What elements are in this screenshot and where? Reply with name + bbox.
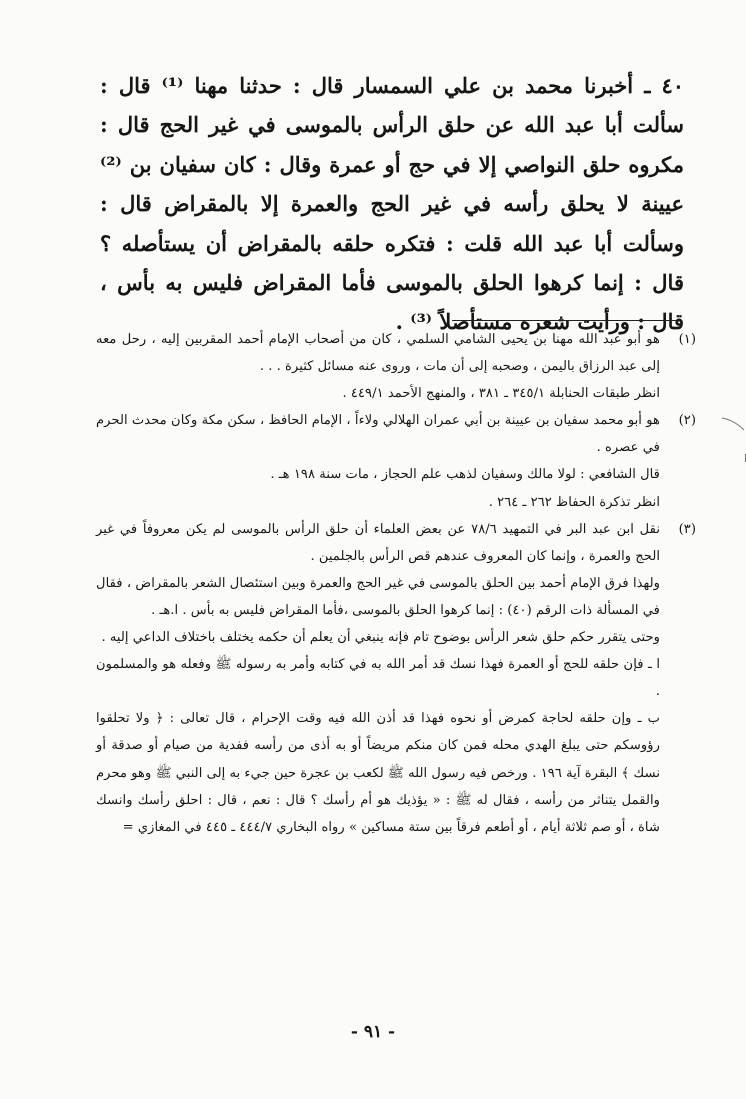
footnote-paragraph: ب ـ وإن حلقه لحاجة كمرض أو نحوه فهذا قد أذن الله فيه وقت الإحرام ، قال تعالى : ﴿ ولا تحلقوا رؤوسكم حتى يبلغ الهدي محله فمن كان منكم مريضاً أو به أذى من رأسه ففدية من صيام أو صدقة أو نسك ﴾ البقرة آية ١٩٦ . ورخص فيه رسول الله ﷺ لكعب بن عجرة حين جيء به إلى النبي ﷺ وهو محرم والقمل يتناثر من رأسه ، فقال له ﷺ : « يؤذيك هو أم رأسك ؟ قال : نعم ، قال : احلق رأسك وانسك شاة ، أو صم ثلاثة أيام ، أو أطعم فرقاً بين ستة مساكين » رواه البخاري ٤٤٤/٧ ـ ٤٤٥ في المغازي =	[96, 711, 661, 835]
footnote-body	[96, 326, 660, 407]
footnote-number: (٢)	[678, 413, 696, 429]
main-paragraph: ٤٠ ـ أخبرنا محمد بن علي السمسار قال : حدثنا مهنا ⁽¹⁾ قال : سألت أبا عبد الله عن حلق الرأس بالموسى في غير الحج قال : مكروه حلق النواصي إلا في حج أو عمرة وقال : كان سفيان بن ⁽²⁾ عيينة لا يحلق رأسه في غير الحج والعمرة إلا بالمقراض قال : وسألت أبا عبد الله قلت : فتكره حلقه بالمقراض أن يستأصله ؟ قال : إنما كرهوا الحلق بالموسى فأما المقراض فليس به بأس ، قال : ورأيت شعره مستأصلاً ⁽³⁾ .	[100, 73, 685, 335]
main-text	[100, 66, 684, 342]
footnote-1	[96, 326, 696, 407]
footnote-number: (٣)	[678, 521, 696, 537]
footnote-paragraph: هو أبو عبد الله مهنا بن يحيى الشامي السلمي ، كان من أصحاب الإمام أحمد المقربين إليه ، رحل معه إلى عبد الرزاق باليمن ، وصحبه إلى أن مات ، وروى عنه مسائل كثيرة . . .	[96, 332, 660, 375]
footnote-body	[96, 516, 660, 841]
footnote-paragraph: انظر طبقات الحنابلة ٣٤٥/١ ـ ٣٨١ ، والمنهج الأحمد ٤٤٩/١ .	[342, 386, 660, 402]
footnote-paragraph: نقل ابن عبد البر في التمهيد ٧٨/٦ عن بعض العلماء أن حلق الرأس بالموسى لم يكن معروفاً في غير الحج والعمرة ، وإنما كان المعروف عندهم قص الرأس بالجلمين .	[96, 521, 660, 564]
footnote-paragraph: وحتى يتقرر حكم حلق شعر الرأس بوضوح تام فإنه ينبغي أن يعلم أن حكمه يختلف باختلاف الداعي إليه .	[101, 630, 660, 646]
footnote-2	[96, 407, 696, 515]
page-number: - ٩١ -	[350, 1022, 396, 1042]
footnote-paragraph: ولهذا فرق الإمام أحمد بين الحلق بالموسى في غير الحج والعمرة وبين استئصال الشعر بالمقراض ، فقال في المسألة ذات الرقم (٤٠) : إنما كرهوا الحلق بالموسى ،فأما المقراض فليس به بأس . ا.هـ .	[96, 575, 660, 618]
footnote-3	[96, 516, 696, 841]
footnote-paragraph: قال الشافعي : لولا مالك وسفيان لذهب علم الحجاز ، مات سنة ١٩٨ هـ .	[270, 467, 660, 483]
scan-margin-mark	[720, 414, 746, 474]
footnote-body	[96, 407, 660, 515]
footnote-paragraph: هو أبو محمد سفيان بن عيينة بن أبي عمران الهلالي ولاءاً ، الإمام الحافظ ، سكن مكة وكان محدث الحرم في عصره .	[96, 413, 660, 456]
footnote-paragraph: ا ـ فإن حلقه للحج أو العمرة فهذا نسك قد أمر الله به في كتابه وأمر به رسوله ﷺ وفعله هو والمسلمون .	[96, 657, 660, 700]
footnote-separator	[452, 320, 678, 321]
footnote-paragraph: انظر تذكرة الحفاظ ٢٦٢ ـ ٢٦٤ .	[488, 494, 660, 510]
footnotes	[96, 326, 696, 841]
footnote-number: (١)	[678, 332, 696, 347]
